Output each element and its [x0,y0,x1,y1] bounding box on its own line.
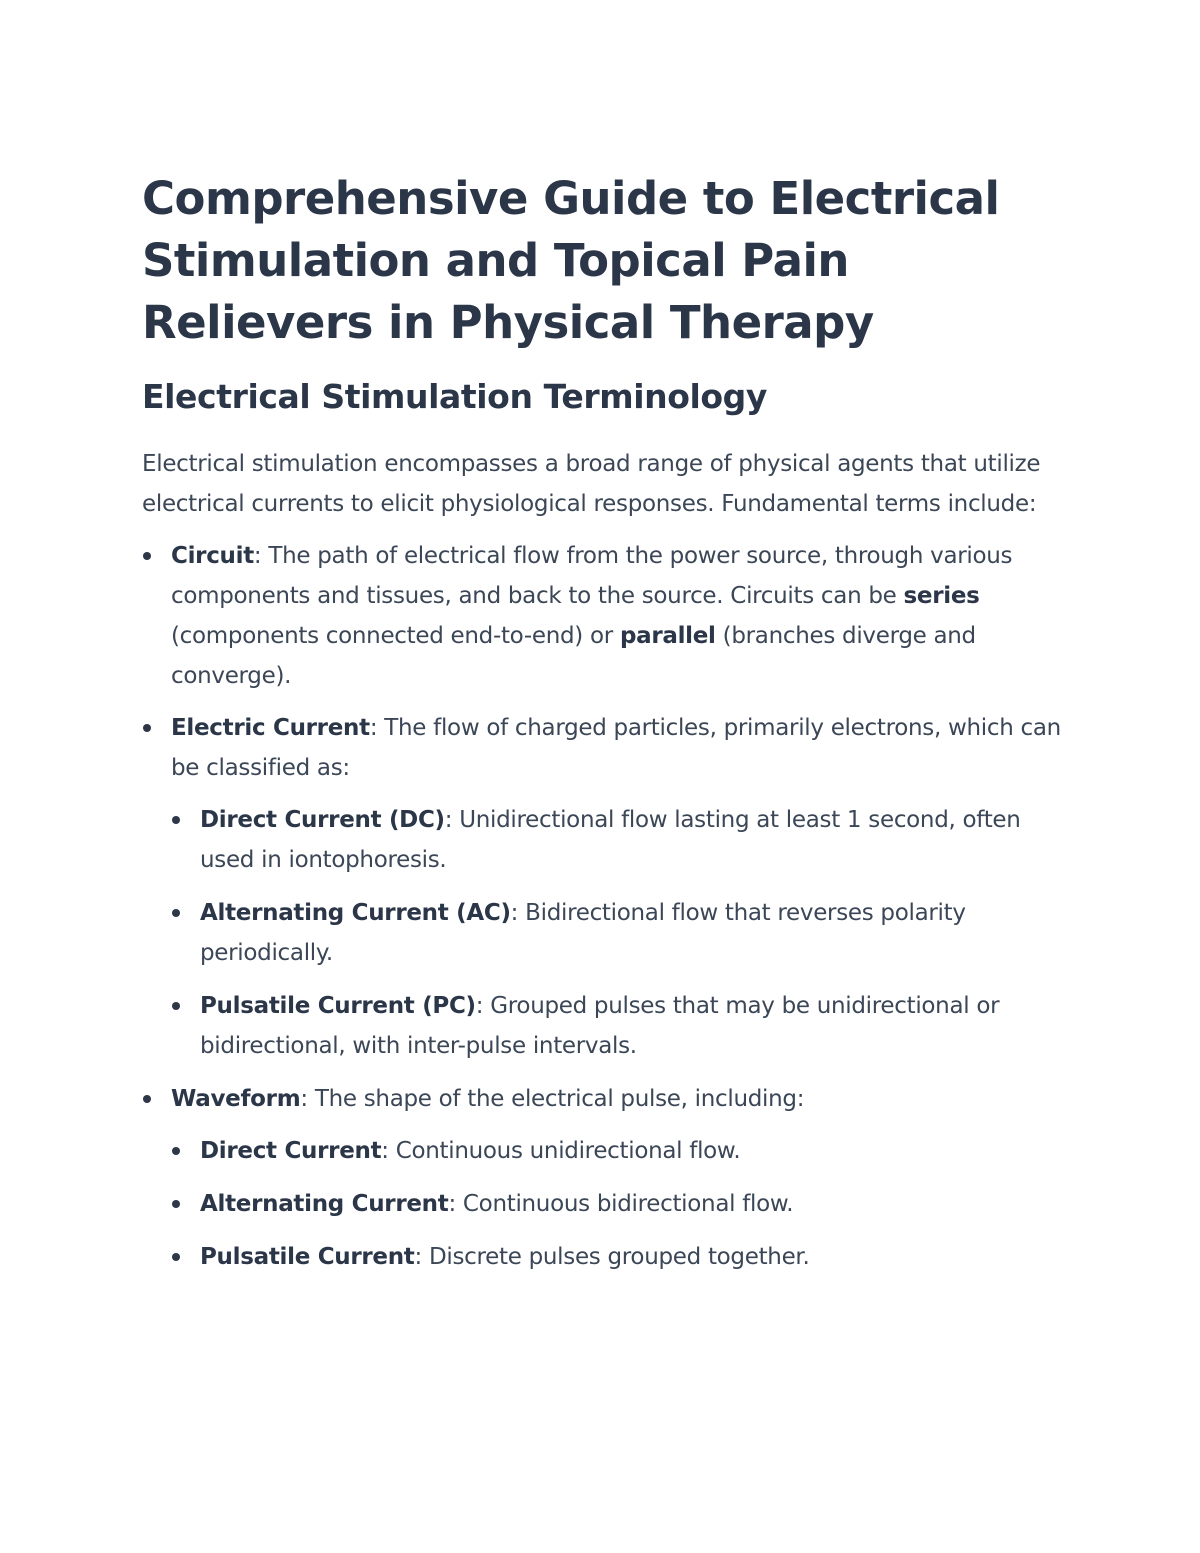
term-description: (branches diverge and converge). [171,623,976,689]
term-description: Unidirectional flow lasting at least 1 second, often used in iontophoresis. [200,807,1021,873]
section-heading: Electrical Stimulation Terminology [142,377,768,416]
bullet-icon [172,1002,180,1010]
list-item-circuit [142,536,1062,696]
list-item-waveform [142,1079,1062,1277]
terminology-list [142,536,1062,1277]
term-label: Waveform [171,1086,301,1112]
term-label: Alternating Current [200,1191,449,1217]
term-description: Continuous unidirectional flow. [388,1138,741,1164]
bullet-icon [172,1147,180,1155]
term-separator: : [381,1138,389,1164]
document-page [142,168,1062,1290]
bullet-icon [172,1253,180,1261]
bullet-icon [143,1095,151,1103]
term-label: Pulsatile Current (PC) [200,993,476,1019]
term-label: Direct Current (DC) [200,807,445,833]
list-item-waveform-alternating [171,1184,1062,1224]
intro-paragraph: Electrical stimulation encompasses a broad range of physical agents that utilize electrical currents to elicit physiological responses. Fundamental terms include: [142,451,1041,517]
term-emphasis: parallel [619,623,716,649]
bullet-icon [143,724,151,732]
bullet-icon [172,909,180,917]
term-description: Discrete pulses grouped together. [421,1244,810,1270]
bullet-icon [172,816,180,824]
term-separator: : [414,1244,422,1270]
term-label: Electric Current [171,715,370,741]
list-item-waveform-pulsatile [171,1237,1062,1277]
term-separator: : [300,1086,308,1112]
list-item-pulsatile-current [171,986,1062,1066]
bullet-icon [172,1200,180,1208]
term-description: The path of electrical flow from the power source, through various components and tissues, and back to the source. Circuits can be [171,543,1013,609]
term-description: The shape of the electrical pulse, including: [307,1086,805,1112]
term-description: The flow of charged particles, primarily electrons, which can be classified as: [171,715,1061,781]
term-separator: : [369,715,378,741]
term-label: Pulsatile Current [200,1244,415,1270]
term-separator: : [448,1191,456,1217]
sub-list [171,800,1062,1066]
term-emphasis: series [903,583,980,609]
bullet-icon [143,552,151,560]
term-label: Circuit [171,543,254,569]
sub-list [171,1131,1062,1277]
term-description: Bidirectional flow that reverses polarity periodically. [200,900,966,966]
list-item-alternating-current [171,893,1062,973]
term-label: Alternating Current (AC) [200,900,511,926]
document-title: Comprehensive Guide to Electrical Stimulation and Topical Pain Relievers in Physical Therapy [142,172,1000,349]
list-item-direct-current [171,800,1062,880]
list-item-waveform-direct [171,1131,1062,1171]
term-separator: : [475,993,484,1019]
list-item-electric-current [142,708,1062,1066]
term-description: Grouped pulses that may be unidirectional or bidirectional, with inter-pulse intervals. [200,993,1000,1059]
term-separator: : [253,543,262,569]
term-separator: : [510,900,519,926]
term-description: Continuous bidirectional flow. [455,1191,794,1217]
term-label: Direct Current [200,1138,382,1164]
term-description: (components connected end-to-end) or [171,623,620,649]
term-separator: : [444,807,453,833]
